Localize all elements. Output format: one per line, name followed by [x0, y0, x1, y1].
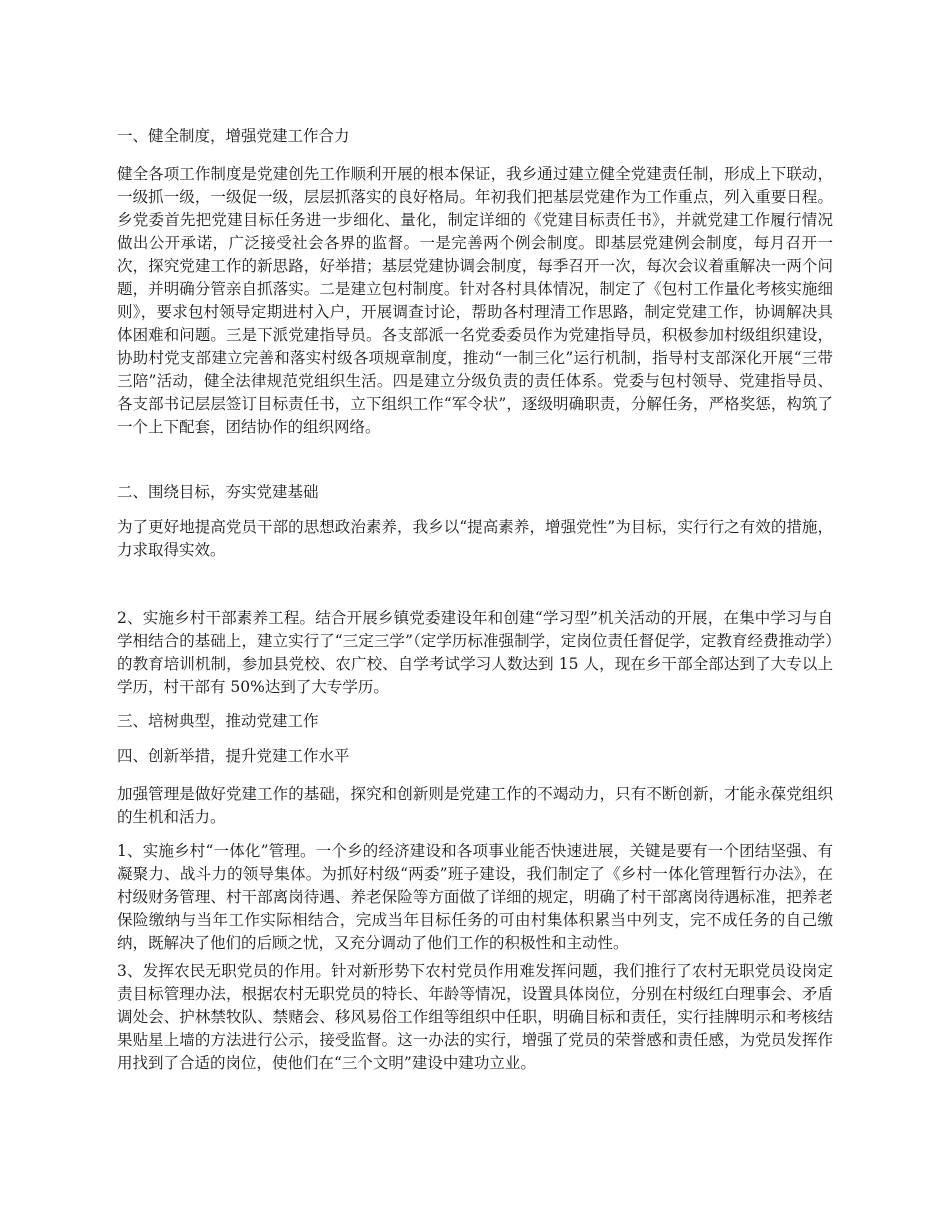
- section-heading-4: 四、创新举措，提升党建工作水平: [117, 747, 350, 765]
- paragraph-1: 健全各项工作制度是党建创先工作顺利开展的根本保证，我乡通过建立健全党建责任制，形成上下联动，一级抓一级，一级促一级，层层抓落实的良好格局。年初我们把基层党建作为工作重点，列入重要日程。乡党委首先把党建目标任务进一步细化、量化，制定详细的《党建目标责任书》，并就党建工作履行情况做出公开承诺，广泛接受社会各界的监督。一是完善两个例会制度。即基层党建例会制度，每月召开一次，探究党建工作的新思路，好举措；基层党建协调会制度，每季召开一次，每次会议着重解决一两个问题，并明确分管亲自抓落实。二是建立包村制度。针对各村具体情况，制定了《包村工作量化考核实施细则》，要求包村领导定期进村入户，开展调查讨论，帮助各村理清工作思路，制定党建工作，协调解决具体困难和问题。三是下派党建指导员。各支部派一名党委委员作为党建指导员，积极参加村级组织建设，协助村党支部建立完善和落实村级各项规章制度，推动“一制三化”运行机制，指导村支部深化开展“三带三陪”活动，健全法律规范党组织生活。四是建立分级负责的责任体系。党委与包村领导、党建指导员、各支部书记层层签订目标责任书，立下组织工作“军令状”，逐级明确职责，分解任务，严格奖惩，构筑了一个上下配套，团结协作的组织网络。: [117, 165, 833, 436]
- paragraph-5: 1、实施乡村“一体化”管理。一个乡的经济建设和各项事业能否快速进展，关键是要有一个团结坚强、有凝聚力、战斗力的领导集体。为抓好村级“两委”班子建设，我们制定了《乡村一体化管理暂行办法》，在村级财务管理、村干部离岗待遇、养老保险等方面做了详细的规定，明确了村干部离岗待遇标准，把养老保险缴纳与当年工作实际相结合，完成当年目标任务的可由村集体积累当中列支，完不成任务的自己缴纳，既解决了他们的后顾之忧，又充分调动了他们工作的积极性和主动性。: [117, 842, 833, 952]
- paragraph-2: 为了更好地提高党员干部的思想政治素养，我乡以“提高素养，增强党性”为目标，实行行之有效的措施，力求取得实效。: [117, 518, 833, 559]
- paragraph-6: 3、发挥农民无职党员的作用。针对新形势下农村党员作用难发挥问题，我们推行了农村无职党员设岗定责目标管理办法，根据农村无职党员的特长、年龄等情况，设置具体岗位，分别在村级红白理事会、矛盾调处会、护林禁牧队、禁赌会、移风易俗工作组等组织中任职，明确目标和责任，实行挂牌明示和考核结果贴星上墙的方法进行公示，接受监督。这一办法的实行，增强了党员的荣誉感和责任感，为党员发挥作用找到了合适的岗位，使他们在“三个文明”建设中建功立业。: [117, 962, 833, 1072]
- section-heading-3: 三、培树典型，推动党建工作: [117, 712, 319, 730]
- paragraph-3: 2、实施乡村干部素养工程。结合开展乡镇党委建设年和创建“学习型”机关活动的开展，在集中学习与自学相结合的基础上，建立实行了“三定三学”（定学历标准强制学，定岗位责任督促学，定教育经费推动学）的教育培训机制，参加县党校、农广校、自学考试学习人数达到 15 人，现在乡干部全部达到了大专以上学历，村干部有 50%达到了大专学历。: [117, 609, 833, 696]
- paragraph-4: 加强管理是做好党建工作的基础，探究和创新则是党建工作的不竭动力，只有不断创新，才能永葆党组织的生机和活力。: [117, 785, 833, 826]
- section-heading-1: 一、健全制度，增强党建工作合力: [117, 127, 350, 145]
- section-heading-2: 二、围绕目标，夯实党建基础: [117, 483, 319, 501]
